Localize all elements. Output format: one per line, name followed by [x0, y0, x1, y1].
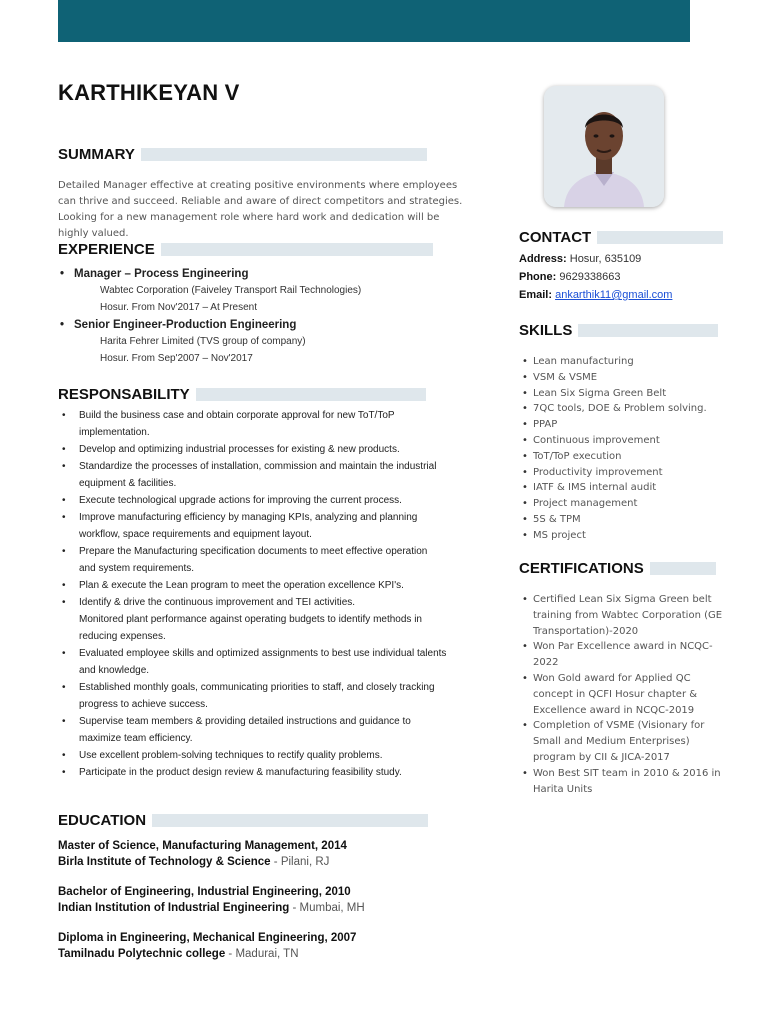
contact-details: [519, 250, 672, 304]
email-label: Email:: [519, 289, 553, 301]
list-item: • Participate in the product design review & manufacturing feasibility study.: [62, 764, 472, 781]
list-item: concept in QCFI Hosur chapter &: [533, 688, 698, 700]
summary-heading: [58, 146, 427, 163]
list-item: • Supervise team members & providing detailed instructions and guidance to: [62, 713, 472, 730]
phone-value: 9629338663: [559, 271, 621, 283]
education-heading-bar: [152, 814, 428, 827]
candidate-name: KARTHIKEYAN V: [58, 80, 240, 105]
certifications-heading: [519, 560, 716, 577]
responsibility-heading: [58, 386, 426, 403]
skills-heading-bar: [578, 324, 718, 337]
experience-org: Harita Fehrer Limited (TVS group of company): [100, 336, 306, 347]
education-year: 2014: [321, 840, 347, 852]
list-item: reducing expenses.: [79, 631, 166, 642]
list-item: maximize team efficiency.: [79, 733, 193, 744]
education-field: Manufacturing Management: [162, 840, 315, 852]
experience-list: [58, 268, 488, 370]
list-item: • MS project: [522, 528, 707, 544]
list-item: training from Wabtec Corporation (GE: [533, 609, 723, 621]
education-entry: Bachelor of Engineering, Industrial Engineering, 2010 Indian Institution of Industrial Engineering - Mumbai, MH: [58, 886, 365, 914]
experience-period: Hosur. From Nov'2017 – At Present: [100, 302, 257, 313]
list-item: • Standardize the processes of installation, commission and maintain the industrial: [62, 458, 472, 475]
address-label: Address:: [519, 253, 567, 265]
list-item: Small and Medium Enterprises): [533, 736, 690, 748]
list-item: workflow, space requirements and equipment layout.: [79, 529, 312, 540]
experience-role: • Manager – Process Engineering: [58, 268, 488, 285]
list-item: program by CII & JICA-2017: [533, 751, 670, 763]
list-item: • Project management: [522, 496, 707, 512]
certifications-list: [522, 592, 722, 797]
summary-heading-bar: [141, 148, 427, 161]
education-entry: Diploma in Engineering, Mechanical Engineering, 2007 Tamilnadu Polytechnic college - Madurai, TN: [58, 932, 357, 960]
skills-list: [522, 354, 707, 544]
contact-heading: [519, 229, 723, 246]
list-item: • Productivity improvement: [522, 465, 707, 481]
education-degree: Master of Science: [58, 840, 156, 852]
list-item: Monitored plant performance against operating budgets to identify methods in: [79, 614, 422, 625]
list-item: • Won Par Excellence award in NCQC-: [522, 639, 722, 655]
education-field: Mechanical Engineering: [192, 932, 325, 944]
education-field: Industrial Engineering: [197, 886, 319, 898]
list-item: • Lean Six Sigma Green Belt: [522, 386, 707, 402]
list-item: 2022: [533, 657, 559, 669]
list-item: • 5S & TPM: [522, 512, 707, 528]
experience-heading-text: EXPERIENCE: [58, 241, 155, 258]
education-location: Mumbai, MH: [299, 902, 365, 914]
education-institute: Tamilnadu Polytechnic college: [58, 948, 226, 960]
education-institute: Birla Institute of Technology & Science: [58, 856, 271, 868]
list-item: • Lean manufacturing: [522, 354, 707, 370]
header-banner: [58, 0, 690, 42]
education-year: 2007: [330, 932, 357, 944]
experience-heading-bar: [161, 243, 433, 256]
list-item: Excellence award in NCQC-2019: [533, 704, 695, 716]
list-item: • Develop and optimizing industrial processes for existing & new products.: [62, 441, 472, 458]
contact-heading-bar: [597, 231, 723, 244]
list-item: Harita Units: [533, 783, 593, 795]
education-institute: Indian Institution of Industrial Engineering: [58, 902, 290, 914]
education-degree: Bachelor of Engineering: [58, 886, 191, 898]
summary-heading-text: SUMMARY: [58, 146, 135, 163]
list-item: equipment & facilities.: [79, 478, 177, 489]
list-item: implementation.: [79, 427, 150, 438]
certifications-heading-bar: [650, 562, 716, 575]
profile-photo: [544, 86, 664, 207]
phone-label: Phone:: [519, 271, 557, 283]
skills-heading-text: SKILLS: [519, 322, 573, 339]
experience-heading: [58, 241, 433, 258]
education-location: Madurai, TN: [235, 948, 299, 960]
contact-email: [519, 286, 672, 304]
responsibility-heading-bar: [196, 388, 426, 401]
education-list: [58, 838, 478, 976]
list-item: • Improve manufacturing efficiency by managing KPIs, analyzing and planning: [62, 509, 472, 526]
education-heading: [58, 812, 428, 829]
list-item: and knowledge.: [79, 665, 150, 676]
list-item: • IATF & IMS internal audit: [522, 480, 707, 496]
skills-heading: [519, 322, 718, 339]
list-item: progress to achieve success.: [79, 699, 208, 710]
list-item: • Completion of VSME (Visionary for: [522, 718, 722, 734]
list-item: • Evaluated employee skills and optimized assignments to best use individual talents: [62, 645, 472, 662]
summary-text: Detailed Manager effective at creating positive environments where employees can thrive and succeed. Reliable and aware of direct competitors and strategies. Looking for a new management role where hard work and dedication will be highly valued.: [58, 180, 463, 239]
list-item: • Won Gold award for Applied QC: [522, 671, 722, 687]
list-item: • PPAP: [522, 417, 707, 433]
list-item: • Established monthly goals, communicating priorities to staff, and closely tracking: [62, 679, 472, 696]
list-item: • Use excellent problem-solving techniques to rectify quality problems.: [62, 747, 472, 764]
contact-heading-text: CONTACT: [519, 229, 592, 246]
list-item: • Continuous improvement: [522, 433, 707, 449]
experience-role: • Senior Engineer-Production Engineering: [58, 319, 488, 336]
education-year: 2010: [325, 886, 351, 898]
list-item: • 7QC tools, DOE & Problem solving.: [522, 401, 707, 417]
experience-org: Wabtec Corporation (Faiveley Transport Rail Technologies): [100, 285, 362, 296]
person-photo-icon: [544, 86, 664, 207]
experience-period: Hosur. From Sep'2007 – Nov'2017: [100, 353, 253, 364]
list-item: • Identify & drive the continuous improvement and TEI activities.: [62, 594, 472, 611]
list-item: • Plan & execute the Lean program to meet the operation excellence KPI's.: [62, 577, 472, 594]
list-item: • VSM & VSME: [522, 370, 707, 386]
education-location: Pilani, RJ: [280, 856, 330, 868]
contact-address: [519, 250, 672, 268]
education-entry: Master of Science, Manufacturing Management, 2014 Birla Institute of Technology & Science - Pilani, RJ: [58, 840, 347, 868]
responsibility-list: [62, 407, 472, 781]
list-item: • Execute technological upgrade actions for improving the current process.: [62, 492, 472, 509]
education-degree: Diploma in Engineering: [58, 932, 187, 944]
list-item: Transportation)-2020: [533, 625, 639, 637]
list-item: • Prepare the Manufacturing specification documents to meet effective operation: [62, 543, 472, 560]
address-value: Hosur, 635109: [569, 253, 642, 265]
list-item: and system requirements.: [79, 563, 195, 574]
certifications-heading-text: CERTIFICATIONS: [519, 560, 644, 577]
list-item: • Certified Lean Six Sigma Green belt: [522, 592, 722, 608]
responsibility-heading-text: RESPONSABILITY: [58, 386, 190, 403]
list-item: • Won Best SIT team in 2010 & 2016 in: [522, 766, 722, 782]
education-heading-text: EDUCATION: [58, 812, 147, 829]
list-item: • ToT/ToP execution: [522, 449, 707, 465]
list-item: • Build the business case and obtain corporate approval for new ToT/ToP: [62, 407, 472, 424]
email-link[interactable]: ankarthik11@gmail.com: [555, 289, 673, 301]
contact-phone: [519, 268, 672, 286]
